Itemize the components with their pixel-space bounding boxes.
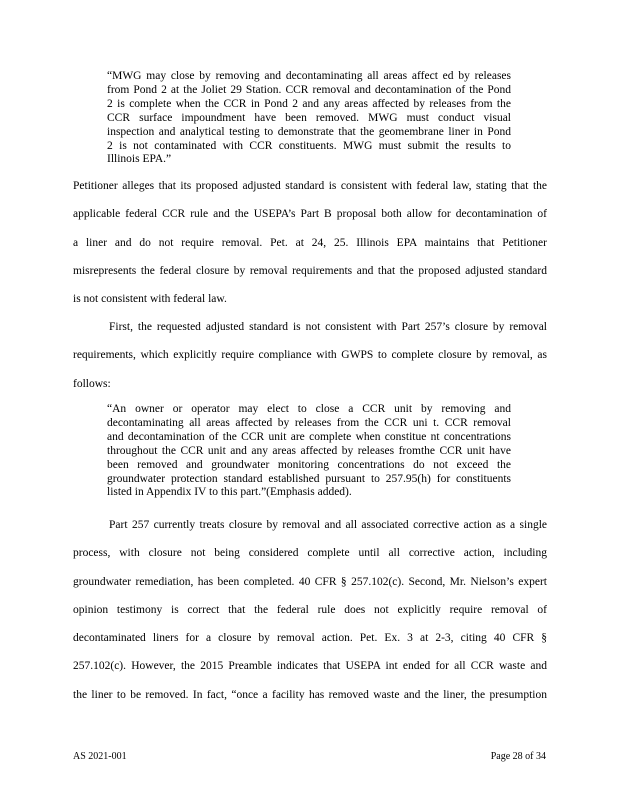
quote-line: CCR surface impoundment have been removed. MWG must conduct visual (107, 111, 511, 124)
paragraph-line: is not consistent with federal law. (73, 293, 227, 306)
quote-line: decontaminating all areas affected by releases from the CCR uni t. CCR removal (107, 416, 511, 429)
quote-line: groundwater protection standard established pursuant to 257.95(h) for constituents (107, 472, 511, 485)
paragraph-line: Part 257 currently treats closure by removal and all associated corrective action as a single (109, 519, 547, 531)
paragraph-line: follows: (73, 377, 111, 390)
quote-line: throughout the CCR unit and any areas affected by releases fromthe CCR unit have (107, 444, 511, 457)
quote-line: Illinois EPA.” (107, 153, 172, 166)
paragraph-petitioner-alleges (73, 172, 547, 313)
quote-line: “MWG may close by removing and decontaminating all areas affect ed by releases (107, 70, 511, 82)
paragraph-line: groundwater remediation, has been completed. 40 CFR § 257.102(c). Second, Mr. Nielson’s expert (73, 575, 547, 588)
paragraph-line: Petitioner alleges that its proposed adjusted standard is consistent with federal law, stating that the (73, 180, 547, 192)
paragraph-line: a liner and do not require removal. Pet. at 24, 25. Illinois EPA maintains that Petitioner (73, 236, 547, 249)
block-quote-proposed-standard (107, 70, 511, 167)
paragraph-part-257 (73, 511, 547, 709)
paragraph-line: 257.102(c). However, the 2015 Preamble indicates that USEPA int ended for all CCR waste and (73, 660, 547, 673)
quote-line: from Pond 2 at the Joliet 29 Station. CCR removal and decontamination of the Pond (107, 83, 511, 96)
paragraph-line: the liner to be removed. In fact, “once a facility has removed waste and the liner, the presumption (73, 688, 547, 701)
quote-line: “An owner or operator may elect to close a CCR unit by removing and (107, 403, 511, 415)
paragraph-line: requirements, which explicitly require compliance with GWPS to complete closure by removal, as (73, 349, 547, 362)
quote-line: and decontamination of the CCR unit are complete when constitue nt concentrations (107, 430, 511, 443)
paragraph-line: opinion testimony is correct that the federal rule does not explicitly require removal of (73, 603, 547, 616)
paragraph-line: First, the requested adjusted standard is not consistent with Part 257’s closure by removal (109, 321, 547, 333)
paragraph-first-requested-standard (73, 313, 547, 398)
quote-line: 2 is complete when the CCR in Pond 2 and any areas affected by releases from the (107, 97, 511, 110)
quote-line: inspection and analytical testing to demonstrate that the geomembrane liner in Pond (107, 125, 511, 138)
quote-line: been removed and groundwater monitoring concentrations do not exceed the (107, 458, 511, 471)
paragraph-line: process, with closure not being considered complete until all corrective action, including (73, 547, 547, 560)
block-quote-federal-rule (107, 403, 511, 500)
footer-page-number: Page 28 of 34 (490, 751, 546, 762)
footer-docket-number: AS 2021-001 (73, 751, 127, 762)
paragraph-line: applicable federal CCR rule and the USEPA’s Part B proposal both allow for decontamination of (73, 208, 547, 221)
paragraph-line: decontaminated liners for a closure by removal action. Pet. Ex. 3 at 2-3, citing 40 CFR § (73, 632, 547, 645)
quote-line: listed in Appendix IV to this part.”(Emphasis added). (107, 486, 352, 499)
paragraph-line: misrepresents the federal closure by removal requirements and that the proposed adjusted standard (73, 264, 547, 277)
quote-line: 2 is not contaminated with CCR constituents. MWG must submit the results to (107, 139, 511, 152)
